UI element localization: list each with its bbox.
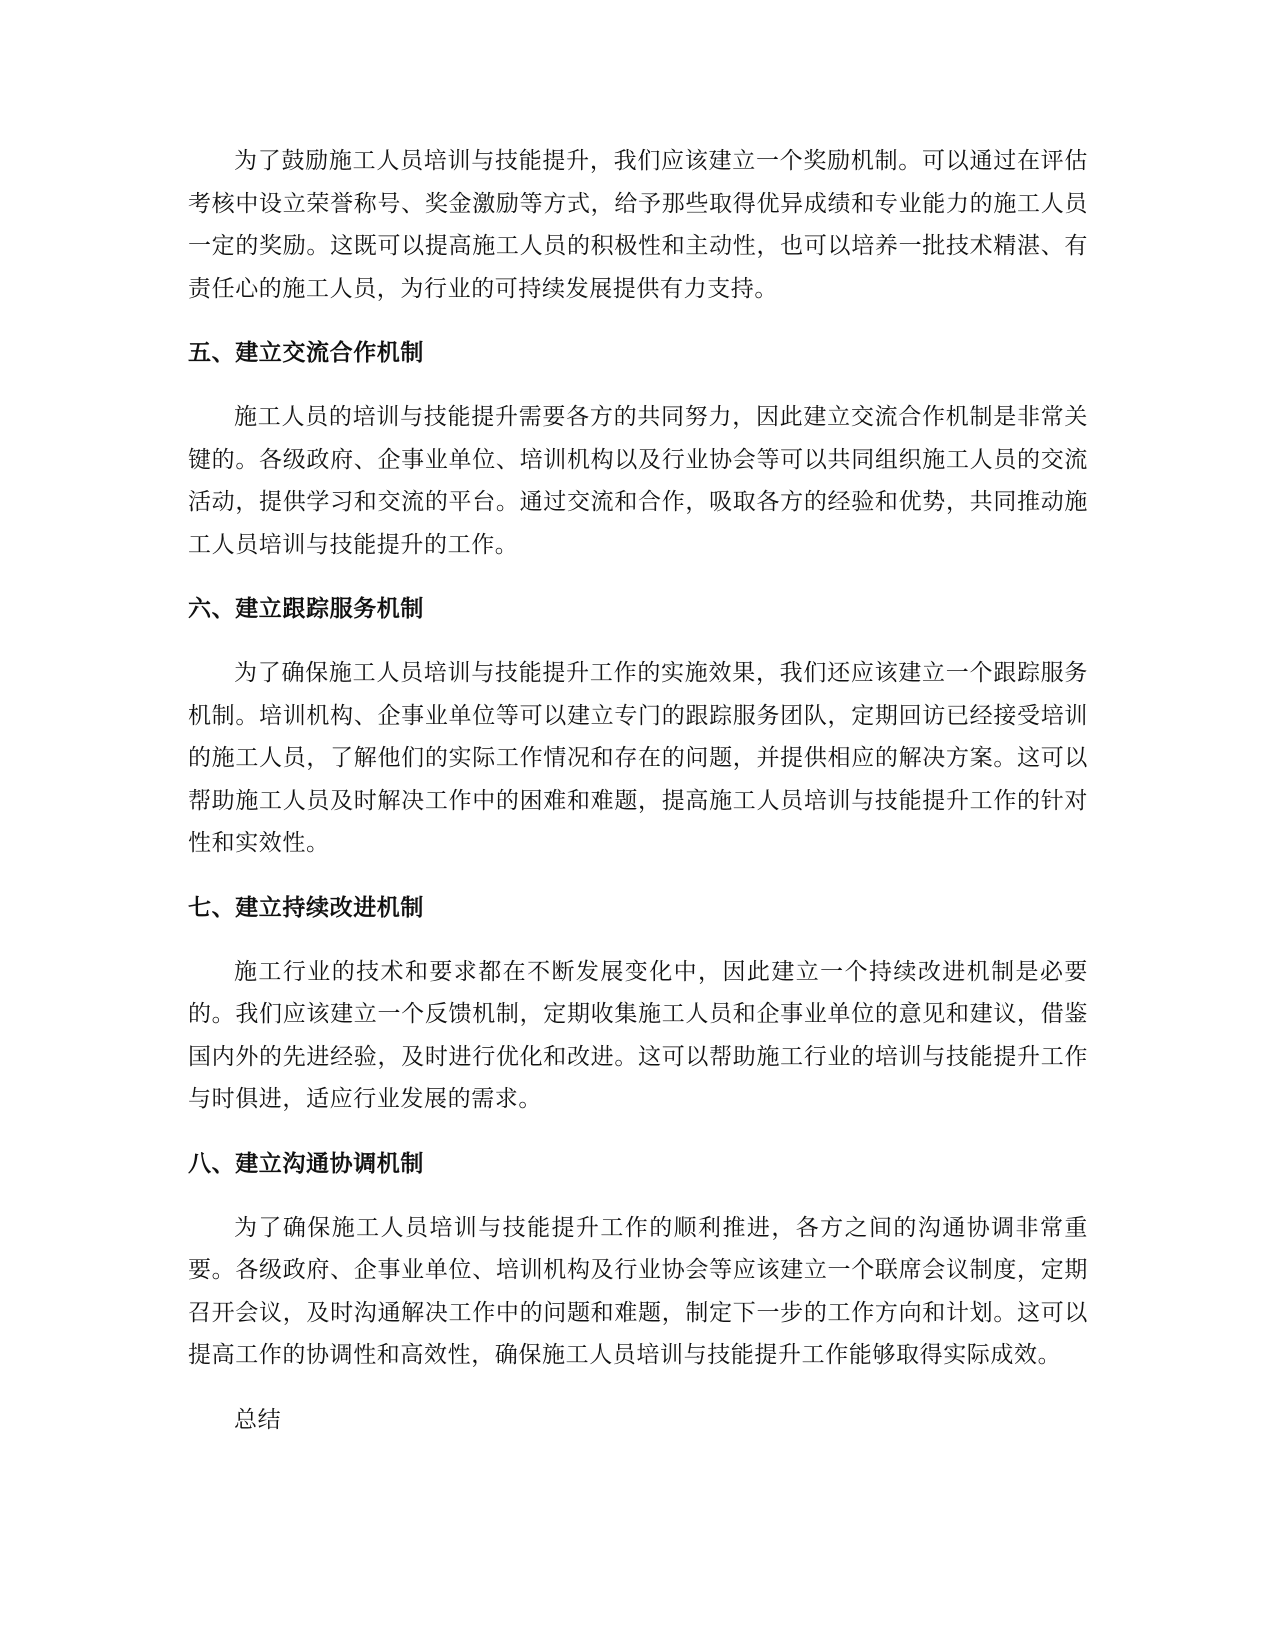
paragraph-reward-mechanism: 为了鼓励施工人员培训与技能提升，我们应该建立一个奖励机制。可以通过在评估考核中设立荣誉称号、奖金激励等方式，给予那些取得优异成绩和专业能力的施工人员一定的奖励。这既可以提高施工人员的积极性和主动性，也可以培养一批技术精湛、有责任心的施工人员，为行业的可持续发展提供有力支持。 — [188, 148, 1088, 302]
paragraph-exchange-cooperation: 施工人员的培训与技能提升需要各方的共同努力，因此建立交流合作机制是非常关键的。各级政府、企事业单位、培训机构以及行业协会等可以共同组织施工人员的交流活动，提供学习和交流的平台。通过交流和合作，吸取各方的经验和优势，共同推动施工人员培训与技能提升的工作。 — [188, 404, 1088, 558]
paragraph-communication-coordination: 为了确保施工人员培训与技能提升工作的顺利推进，各方之间的沟通协调非常重要。各级政府、企事业单位、培训机构及行业协会等应该建立一个联席会议制度，定期召开会议，及时沟通解决工作中的问题和难题，制定下一步的工作方向和计划。这可以提高工作的协调性和高效性，确保施工人员培训与技能提升工作能够取得实际成效。 — [188, 1214, 1088, 1368]
heading-section-7: 七、建立持续改进机制 — [188, 894, 424, 921]
paragraph-continuous-improvement: 施工行业的技术和要求都在不断发展变化中，因此建立一个持续改进机制是必要的。我们应该建立一个反馈机制，定期收集施工人员和企事业单位的意见和建议，借鉴国内外的先进经验，及时进行优化和改进。这可以帮助施工行业的培训与技能提升工作与时俱进，适应行业发展的需求。 — [188, 958, 1088, 1112]
heading-section-5: 五、建立交流合作机制 — [188, 340, 424, 366]
paragraph-tracking-service: 为了确保施工人员培训与技能提升工作的实施效果，我们还应该建立一个跟踪服务机制。培训机构、企事业单位等可以建立专门的跟踪服务团队，定期回访已经接受培训的施工人员，了解他们的实际工作情况和存在的问题，并提供相应的解决方案。这可以帮助施工人员及时解决工作中的困难和难题，提高施工人员培训与技能提升工作的针对性和实效性。 — [188, 660, 1088, 856]
heading-section-8: 八、建立沟通协调机制 — [188, 1150, 424, 1177]
paragraph-summary: 总结 — [234, 1406, 282, 1433]
heading-section-6: 六、建立跟踪服务机制 — [188, 596, 424, 622]
document-body — [188, 140, 1088, 1441]
